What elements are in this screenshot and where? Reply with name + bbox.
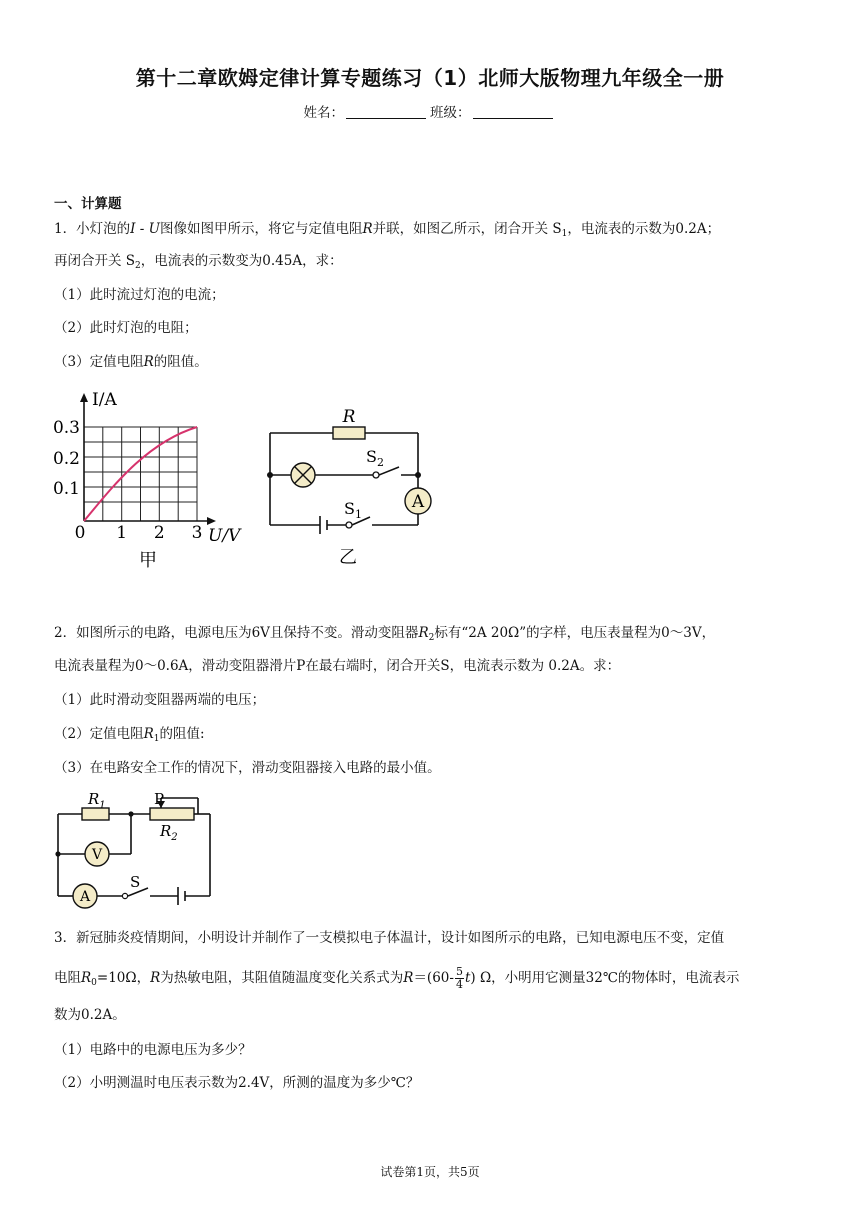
name-label: 姓名： [303,105,344,121]
q1-sub2: （2）此时灯泡的电阻； [54,320,198,336]
voltmeter-label: V [91,847,103,863]
figure-caption: 乙 [339,547,357,568]
r2-label: $R_2$ [160,822,178,843]
ammeter-label: A [79,889,91,905]
x-tick: 2 [153,523,165,543]
r1-label: $R_1$ [88,790,106,811]
q1-line2: 再闭合开关 $S_2$，电流表的示数变为0.45A，求： [54,253,343,271]
y-tick: 0.1 [52,479,80,499]
p-label: P [154,790,165,808]
y-tick: 0.3 [52,418,80,438]
x-tick: 3 [191,523,203,543]
resistor-r [333,427,365,439]
page-footer: 试卷第1页，共5页 [380,1165,480,1179]
figure-caption: 甲 [139,550,157,570]
page-title: 第十二章欧姆定律计算专题练习（1）北师大版物理九年级全一册 [135,66,725,90]
y-axis-label: I/A [92,390,117,410]
section-heading: 一、计算题 [54,196,122,212]
q3-line3: 数为0.2A。 [54,1007,126,1023]
ammeter-label: A [411,492,425,512]
s2-label: $S_2$ [366,447,384,469]
q3-sub2: （2）小明测温时电压表示数为2.4V，所测的温度为多少℃？ [54,1075,420,1091]
iu-graph [50,385,260,570]
resistor-r2 [150,808,194,820]
name-blank[interactable] [346,105,426,119]
switch-label: S [130,873,141,891]
name-class-line [0,101,860,121]
q3-sub1: （1）电路中的电源电压为多少？ [54,1042,252,1058]
q1-sub3: （3）定值电阻R的阻值。 [54,354,208,370]
q3-line2: 电阻$R_0=10\Omega$，R为热敏电阻，其阻值随温度变化关系式为R＝(60- $\frac{5}{4}$ t) Ω，小明用它测量32℃的物体时，电流表示 [54,965,740,991]
q2-line2: 电流表量程为0～0.6A，滑动变阻器滑片P在最右端时，闭合开关S，电流表示数为 0.2A。求： [54,658,621,674]
q2-sub3: （3）在电路安全工作的情况下，滑动变阻器接入电路的最小值。 [54,760,441,776]
q2-line1: 2．如图所示的电路，电源电压为6V且保持不变。滑动变阻器$R_2$标有“2A 20Ω”的字样，电压表量程为0～3V， [54,625,716,643]
class-label: 班级： [430,105,471,121]
r-label: R [342,407,356,427]
x-tick: 0 [74,523,86,543]
class-blank[interactable] [473,105,553,119]
x-tick: 1 [116,523,128,543]
q1-circuit [258,400,438,570]
q2-sub2: （2）定值电阻$R_1$的阻值: [54,726,205,744]
q3-line1: 3．新冠肺炎疫情期间，小明设计并制作了一支模拟电子体温计，设计如图所示的电路，已知电源电压不变，定值 [54,930,725,946]
fraction: $\frac{5}{4}$ [455,965,463,991]
s1-label: $S_1$ [344,499,362,521]
q1-sub1: （1）此时流过灯泡的电流； [54,287,225,303]
q2-sub1: （1）此时滑动变阻器两端的电压； [54,692,266,708]
q1-line1: 1．小灯泡的I - U图像如图甲所示，将它与定值电阻R并联，如图乙所示，闭合开关 $S_1$，电流表的示数为0.2A； [54,221,721,239]
q2-circuit [50,788,230,914]
x-axis-label: U/V [208,526,241,546]
y-tick: 0.2 [52,449,80,469]
